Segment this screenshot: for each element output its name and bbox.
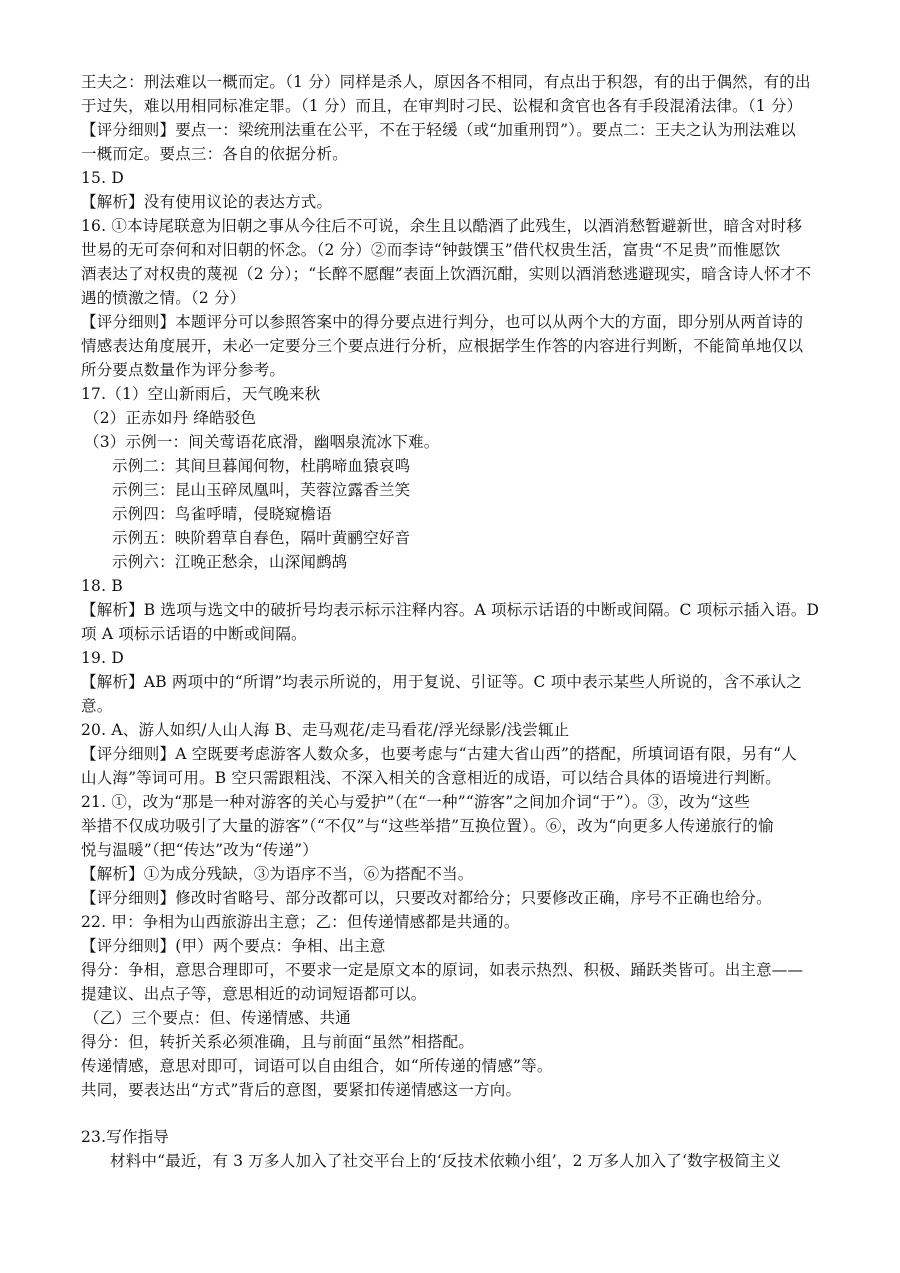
text-line: 【解析】AB 两项中的“所谓”均表示所说的，用于复说、引证等。C 项中表示某些人所说的，含不承认之 xyxy=(81,673,802,691)
text-line: 16. ①本诗尾联意为旧朝之事从今往后不可说，余生且以酷酒了此残生，以酒消愁暂避新世，暗含对时移 xyxy=(81,217,803,235)
text-line: 一概而定。要点三：各自的依据分析。 xyxy=(81,145,348,163)
text-line: 共同，要表达出“方式”背后的意图，要紧扣传递情感这一方向。 xyxy=(81,1081,522,1099)
text-line: 山人海”等词可用。B 空只需跟粗浅、不深入相关的含意相近的成语，可以结合具体的语境进行判断。 xyxy=(81,769,781,787)
text-line: 【评分细则】本题评分可以参照答案中的得分要点进行判分，也可以从两个大的方面，即分别从两首诗的 xyxy=(81,313,804,331)
text-line: 传递情感，意思对即可，词语可以自由组合，如“所传递的情感”等。 xyxy=(81,1057,553,1075)
text-line: 21. ①，改为“那是一种对游客的关心与爱护”（在“一种”“游客”之间加介词“于”）。③，改为“这些 xyxy=(81,793,750,811)
text-line: 【评分细则】A 空既要考虑游客人数众多，也要考虑与“古建大省山西”的搭配，所填词语有限，另有“人 xyxy=(81,745,797,763)
text-line: 项 A 项标示话语的中断或间隔。 xyxy=(81,625,307,643)
text-line: （2）正赤如丹 绛皓驳色 xyxy=(84,409,257,427)
question-number: 18. B xyxy=(81,577,123,595)
text-line: 示例四：鸟雀呼晴，侵晓窥檐语 xyxy=(112,505,332,523)
text-line: 20. A、游人如织/人山人海 B、走马观花/走马看花/浮光绿影/浅尝辄止 xyxy=(81,721,570,739)
text-line: 【解析】①为成分残缺，③为语序不当，⑥为搭配不当。 xyxy=(81,865,474,883)
text-line: （乙）三个要点：但、传递情感、共通 xyxy=(84,1009,351,1027)
text-line: 酒表达了对权贵的蔑视（2 分）；“长醉不愿醒”表面上饮酒沉酣，实则以酒消愁逃避现实，暗含诗人怀才不 xyxy=(81,265,812,283)
text-line: 材料中“最近，有 3 万多人加入了社交平台上的‘反技术依赖小组’，2 万多人加入了‘数字极简主义 xyxy=(110,1152,782,1170)
text-line: 【评分细则】修改时省略号、部分改都可以，只要改对都给分；只要修改正确，序号不正确也给分。 xyxy=(81,889,772,907)
text-line: 王夫之：刑法难以一概而定。（1 分）同样是杀人，原因各不相同，有点出于积怨，有的出于偶然，有的出 xyxy=(81,73,811,91)
text-line: （3）示例一：间关莺语花底滑，幽咽泉流冰下难。 xyxy=(84,433,440,451)
text-line: 示例五：映阶碧草自春色，隔叶黄鹂空好音 xyxy=(112,529,411,547)
text-line: 悦与温暖”（把“传达”改为“传递”） xyxy=(81,841,318,859)
text-line: 【评分细则】(甲）两个要点：争相、出主意 xyxy=(81,937,386,955)
text-line: 提建议、出点子等，意思相近的动词短语都可以。 xyxy=(81,985,427,1003)
text-line: 得分：争相，意思合理即可，不要求一定是原文本的原词，如表示热烈、积极、踊跃类皆可。出主意—— xyxy=(81,961,804,979)
text-line: 【解析】B 选项与选文中的破折号均表示标示注释内容。A 项标示话语的中断或间隔。C 项标示插入语。D xyxy=(81,601,820,619)
text-line: 示例三：昆山玉碎凤凰叫，芙蓉泣露香兰笑 xyxy=(112,481,411,499)
section-heading: 23.写作指导 xyxy=(81,1128,170,1146)
text-line: 示例二：其间旦暮闻何物，杜鹃啼血猿哀鸣 xyxy=(112,457,411,475)
question-number: 15. D xyxy=(81,169,125,187)
text-line: 意。 xyxy=(81,697,113,715)
text-line: 遇的愤激之情。（2 分） xyxy=(81,289,246,307)
question-number: 19. D xyxy=(81,649,125,667)
text-line: 示例六：江晚正愁余，山深闻鹧鸪 xyxy=(112,553,348,571)
text-line: 【评分细则】要点一：梁统刑法重在公平，不在于轻缓（或“加重刑罚”）。要点二：王夫之认为刑法难以 xyxy=(81,121,797,139)
text-line: 举措不仅成功吸引了大量的游客”（“不仅”与“这些举措”互换位置）。⑥，改为“向更多人传递旅行的愉 xyxy=(81,817,774,835)
text-line: 22. 甲：争相为山西旅游出主意；乙：但传递情感都是共通的。 xyxy=(81,913,520,931)
text-line: 得分：但，转折关系必须准确，且与前面“虽然”相搭配。 xyxy=(81,1033,475,1051)
text-line: 世易的无可奈何和对旧朝的怀念。（2 分）②而李诗“钟鼓馔玉”借代权贵生活，富贵“不足贵”而惟愿饮 xyxy=(81,241,781,259)
text-line: 情感表达角度展开，未必一定要分三个要点进行分析，应根据学生作答的内容进行判断，不能简单地仅以 xyxy=(81,337,804,355)
text-line: 所分要点数量作为评分参考。 xyxy=(81,361,286,379)
text-line: 于过失，难以用相同标准定罪。（1 分）而且，在审判时刁民、讼棍和贪官也各有手段混淆法律。（1 分） xyxy=(81,97,803,115)
text-line: 【解析】没有使用议论的表达方式。 xyxy=(81,193,333,211)
text-line: 17.（1）空山新雨后，天气晚来秋 xyxy=(81,385,321,403)
